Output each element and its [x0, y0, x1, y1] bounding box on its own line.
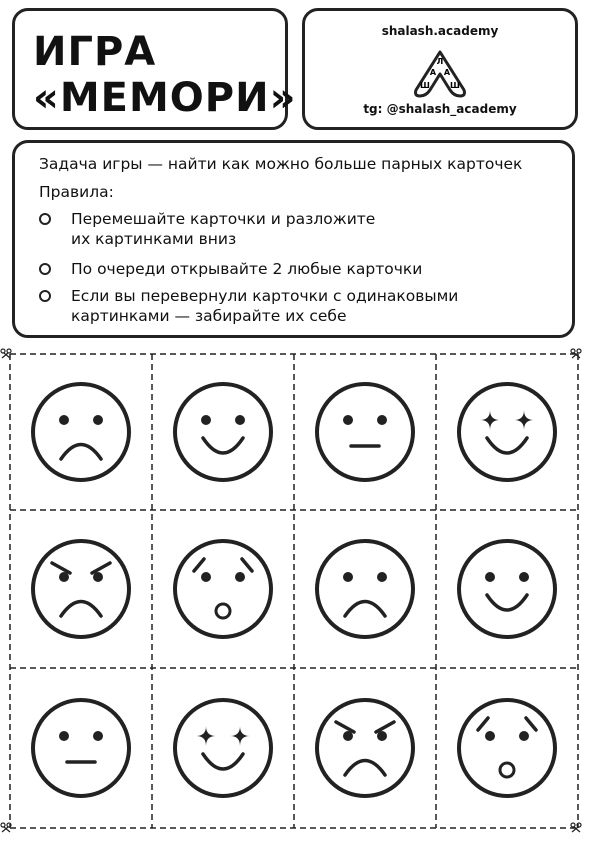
- angry-face-icon: [33, 541, 129, 637]
- happy-face-icon: [175, 384, 271, 480]
- sad-face-icon: [33, 384, 129, 480]
- bullet-icon: [39, 290, 51, 302]
- logo-letter: А: [429, 68, 437, 77]
- logo-letter: Л: [436, 57, 444, 66]
- rules-panel: [12, 140, 575, 338]
- logo-letter: Ш: [450, 81, 460, 90]
- starry-face-icon: [175, 700, 271, 796]
- starry-face-icon: [459, 384, 555, 480]
- title-line-1: ИГРА: [33, 29, 157, 75]
- cards-sheet: [0, 340, 590, 837]
- rule-text: По очереди открывайте 2 любые карточки: [71, 260, 423, 278]
- surprised-face-icon: [175, 541, 271, 637]
- title-line-2: «МЕМОРИ»: [33, 75, 297, 121]
- angry-face-icon: [317, 700, 413, 796]
- game-goal: Задача игры — найти как можно больше парных карточек: [39, 155, 523, 173]
- neutral-face-icon: [33, 700, 129, 796]
- neutral-face-icon: [317, 384, 413, 480]
- logo-letter: Ш: [420, 81, 430, 90]
- bullet-icon: [39, 213, 51, 225]
- sad-face-icon: [317, 541, 413, 637]
- page-title: [33, 29, 296, 121]
- logo-site-name: shalash.academy: [381, 24, 499, 38]
- rules-heading: Правила:: [39, 183, 114, 201]
- logo-telegram: tg: @shalash_academy: [363, 102, 517, 116]
- cut-lines: [0, 340, 590, 837]
- surprised-face-icon: [459, 700, 555, 796]
- bullet-icon: [39, 263, 51, 275]
- rule-text: Если вы перевернули карточки с одинаковыми картинками — забирайте их себе: [71, 287, 459, 325]
- shalash-logo-icon: [410, 44, 470, 100]
- happy-face-icon: [459, 541, 555, 637]
- logo-letter: А: [443, 68, 451, 77]
- logo-panel: [302, 8, 578, 130]
- rule-text: Перемешайте карточки и разложите их картинками вниз: [71, 210, 376, 248]
- title-panel: [12, 8, 297, 130]
